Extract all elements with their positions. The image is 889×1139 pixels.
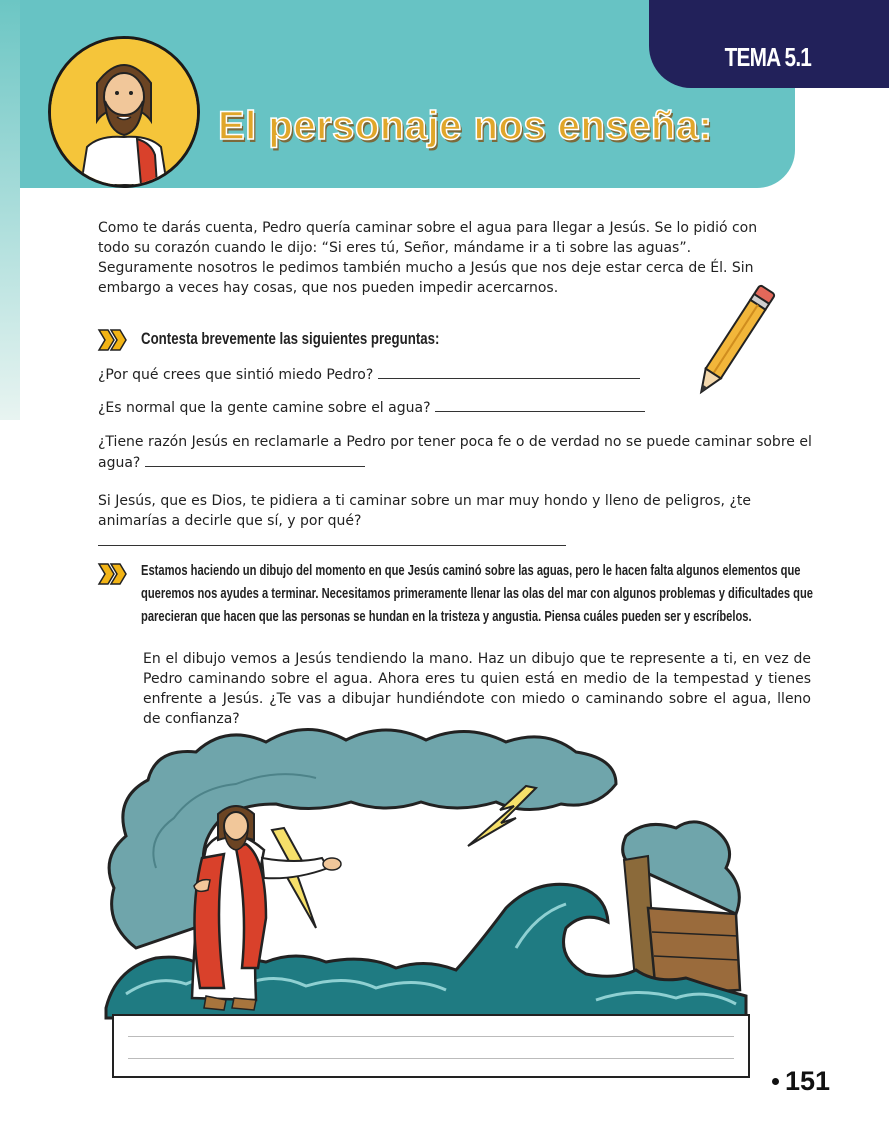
question-2 <box>98 397 645 418</box>
answer-box[interactable] <box>112 1014 750 1078</box>
answer-box-line <box>128 1058 734 1059</box>
section2-line: Estamos haciendo un dibujo del momento en que Jesús caminó sobre las aguas, pero le hacen falta algunos elementos que <box>141 563 801 579</box>
question-1 <box>98 364 640 385</box>
tema-tab <box>649 0 889 88</box>
question-text: Si Jesús, que es Dios, te pidiera a ti caminar sobre un mar muy hondo y lleno de peligros, ¿te animarías a decirle que sí, y por qué? <box>98 493 751 529</box>
section2-line: parecieran que hacen que las personas se hundan en la tristeza y angustia. Piensa cuáles pueden ser y escríbelos. <box>141 609 752 625</box>
section2-instructions <box>141 560 889 629</box>
answer-line-4[interactable] <box>98 531 566 546</box>
answer-line-3[interactable] <box>145 452 365 467</box>
jesus-avatar-icon <box>48 36 200 188</box>
page-number <box>772 1066 830 1097</box>
storm-illustration <box>96 718 758 1038</box>
answer-line-1[interactable] <box>378 364 640 379</box>
section1-heading <box>97 328 524 352</box>
left-decorative-strip <box>0 0 20 420</box>
answer-box-line <box>128 1036 734 1037</box>
answer-line-2[interactable] <box>435 397 645 412</box>
bullet-dot <box>772 1078 779 1085</box>
page-title: El personaje nos enseña: <box>218 104 713 148</box>
section1-heading-text: Contesta brevemente las siguientes preguntas: <box>141 329 440 348</box>
question-text: ¿Es normal que la gente camine sobre el agua? <box>98 400 431 416</box>
question-4 <box>98 491 812 552</box>
question-text: ¿Tiene razón Jesús en reclamarle a Pedro por tener poca fe o de verdad no se puede caminar sobre el agua? <box>98 434 812 471</box>
pencil-icon <box>690 274 780 406</box>
intro-paragraph: Como te darás cuenta, Pedro quería caminar sobre el agua para llegar a Jesús. Se lo pidió con todo su corazón cuando le dijo: “Si eres tú, Señor, mándame ir a ti sobre las aguas”. Seguramente nosotros le pedimos también mucho a Jesús que nos deje estar cerca de Él. Sin embargo a veces hay cosas, que nos pueden impedir acercarnos. <box>98 220 758 296</box>
question-text: ¿Por qué crees que sintió miedo Pedro? <box>98 367 374 383</box>
chevron-bullet-icon <box>97 562 129 586</box>
page-number-text: 151 <box>785 1066 831 1096</box>
drawing-instructions: En el dibujo vemos a Jesús tendiendo la mano. Haz un dibujo que te represente a ti, en vez de Pedro caminando sobre el agua. Ahora eres tu quien está en medio de la tempestad y tienes enfrente a Jesús. ¿Te vas a dibujar hundiéndote con miedo o caminando sobre el agua, lleno de confianza? <box>143 651 811 727</box>
section2-line: queremos nos ayudes a terminar. Necesitamos primeramente llenar las olas del mar con algunos problemas y dificultades que <box>141 586 814 602</box>
chevron-bullet-icon <box>97 328 129 352</box>
question-3 <box>98 432 812 473</box>
section2-heading <box>97 560 889 629</box>
tema-label: TEMA 5.1 <box>724 42 811 72</box>
